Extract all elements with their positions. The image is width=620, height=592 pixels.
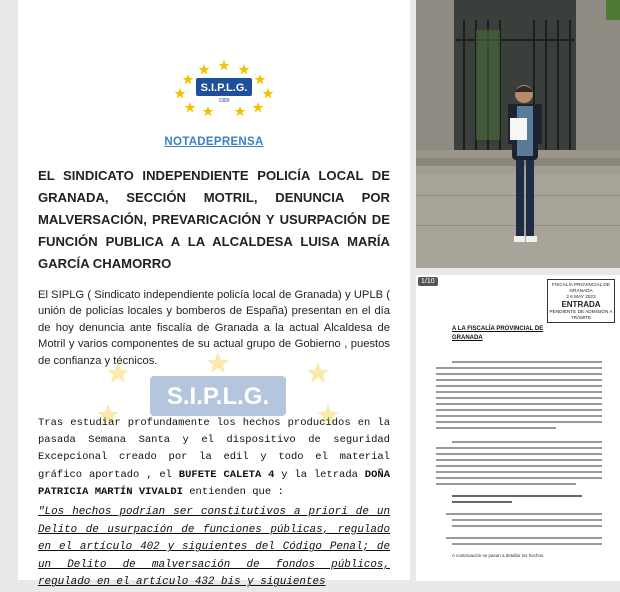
law-firm-name: BUFETE CALETA 4 (178, 468, 275, 481)
paragraph-tail: entienden que : (182, 485, 284, 498)
stamp-office: FISCALÍA PROVINCIAL DE GRANADA (552, 282, 610, 293)
document-closing-line: A continuación se pasan a detallar los hechos. (452, 553, 545, 558)
quote-text: "Los hechos podrían ser constitutivos a priori de un Delito de usurpación de funciones públicas, regulado en el artículo 402 y siguientes del Código Penal; de un Delito de malversación de fondos públicos, regulado en el artículo 432 bis y siguientes (38, 506, 390, 589)
photo-illustration (416, 0, 620, 268)
lawyers-paragraph (38, 415, 390, 501)
page-counter-badge: 1/10 (418, 277, 438, 286)
logo-year: 1989 (218, 98, 230, 104)
paragraph-mid: y la letrada (274, 468, 365, 481)
stamp-pending: PENDIENTE DE ADMISIÓN A TRÁMITE (549, 309, 613, 320)
legal-quote (38, 504, 390, 592)
paragraph-lead: Tras estudiar profundamente los hechos producidos en la pasada Semana Santa y el dispositivo de seguridad Excepcional creado por la edil y todo el material gráfico aportado , el (38, 417, 390, 481)
press-note-title: NOTADEPRENSA (164, 136, 264, 148)
document-heading (452, 325, 543, 343)
complaint-document-preview[interactable] (416, 275, 620, 581)
intro-paragraph: El SIPLG ( Sindicato independiente policía local de Granada) y UPLB ( unión de policías locales y bomberos de España) presentan en el día de hoy denuncia ante fiscalía de Granada a la actual Alcaldesa de Motril y varios componentes de su actual grupo de Gobierno , puestos de confianza y técnicos. (38, 289, 390, 367)
logo-text: S.I.P.L.G. (200, 82, 248, 94)
lawyer-name: DOÑA PATRICIA MARTÍN VIVALDI (38, 468, 391, 498)
press-release-panel (18, 0, 410, 589)
photo-man-holding-document (416, 0, 620, 268)
headline: EL SINDICATO INDEPENDIENTE POLICÍA LOCAL DE GRANADA, SECCIÓN MOTRIL, DENUNCIA POR MALVERSACIÓN, PREVARICACIÓN Y USURPACIÓN DE FUNCIÓN PUBLICA A LA ALCALDESA LUISA MARÍA GARCÍA CHAMORRO (38, 168, 390, 271)
fiscalia-entry-stamp (547, 279, 615, 323)
heading-line-1: A LA FISCALÍA PROVINCIAL DE (452, 326, 544, 332)
siplg-logo (168, 58, 280, 114)
stamp-entry: ENTRADA (561, 300, 601, 309)
watermark-text: S.I.P.L.G. (166, 383, 270, 410)
stamp-date: 2 6 MAY 2023 (566, 294, 596, 299)
heading-line-2: GRANADA (452, 335, 483, 341)
